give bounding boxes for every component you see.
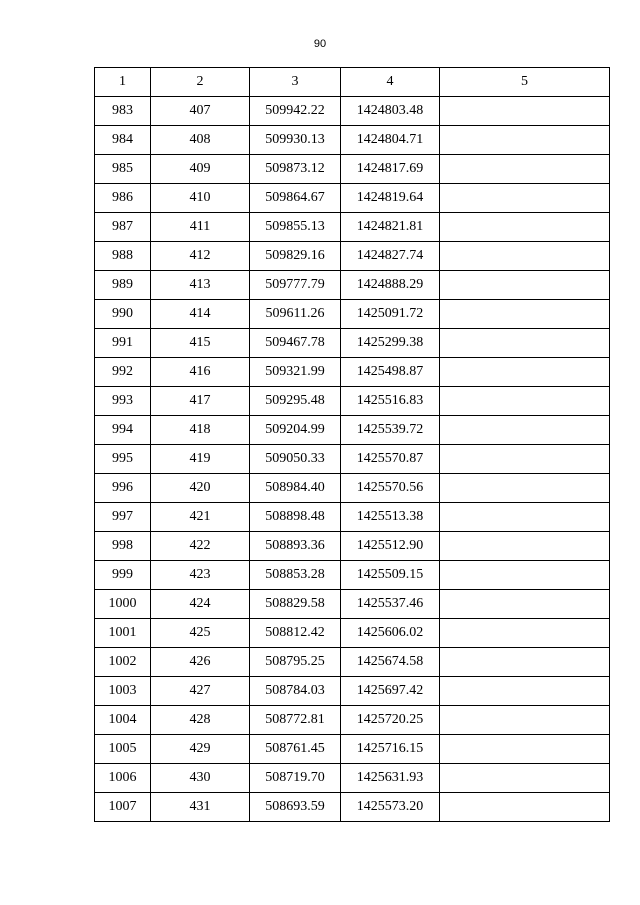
table-cell-col-5 bbox=[440, 416, 610, 445]
table-cell-col-4: 1425570.87 bbox=[341, 445, 440, 474]
table-cell-col-5 bbox=[440, 735, 610, 764]
table-cell-col-3: 508893.36 bbox=[250, 532, 341, 561]
table-cell-col-3: 509295.48 bbox=[250, 387, 341, 416]
table-cell-col-4: 1424804.71 bbox=[341, 126, 440, 155]
column-header-4: 4 bbox=[341, 68, 440, 97]
table-cell-col-3: 508719.70 bbox=[250, 764, 341, 793]
table-cell-col-4: 1425606.02 bbox=[341, 619, 440, 648]
table-cell-col-1: 1007 bbox=[95, 793, 151, 822]
table-cell-col-5 bbox=[440, 648, 610, 677]
table-cell-col-5 bbox=[440, 242, 610, 271]
table-cell-col-4: 1424819.64 bbox=[341, 184, 440, 213]
table-cell-col-3: 509777.79 bbox=[250, 271, 341, 300]
column-header-5: 5 bbox=[440, 68, 610, 97]
table-cell-col-3: 508829.58 bbox=[250, 590, 341, 619]
table-cell-col-1: 993 bbox=[95, 387, 151, 416]
table-row bbox=[95, 619, 610, 648]
table-cell-col-5 bbox=[440, 532, 610, 561]
table-cell-col-5 bbox=[440, 184, 610, 213]
table-row bbox=[95, 648, 610, 677]
table-row bbox=[95, 793, 610, 822]
table-cell-col-1: 985 bbox=[95, 155, 151, 184]
table-cell-col-1: 1000 bbox=[95, 590, 151, 619]
table-cell-col-2: 420 bbox=[151, 474, 250, 503]
table-row bbox=[95, 503, 610, 532]
table-row bbox=[95, 387, 610, 416]
table-cell-col-1: 992 bbox=[95, 358, 151, 387]
table-cell-col-5 bbox=[440, 126, 610, 155]
table-cell-col-5 bbox=[440, 445, 610, 474]
table-cell-col-1: 996 bbox=[95, 474, 151, 503]
table-cell-col-5 bbox=[440, 619, 610, 648]
table-cell-col-3: 508761.45 bbox=[250, 735, 341, 764]
table-cell-col-1: 989 bbox=[95, 271, 151, 300]
table-cell-col-2: 426 bbox=[151, 648, 250, 677]
table-cell-col-1: 988 bbox=[95, 242, 151, 271]
column-header-3: 3 bbox=[250, 68, 341, 97]
table-cell-col-3: 508693.59 bbox=[250, 793, 341, 822]
table-cell-col-5 bbox=[440, 474, 610, 503]
table-cell-col-3: 509864.67 bbox=[250, 184, 341, 213]
table-row bbox=[95, 242, 610, 271]
table-row bbox=[95, 532, 610, 561]
table-cell-col-5 bbox=[440, 213, 610, 242]
table-cell-col-4: 1425674.58 bbox=[341, 648, 440, 677]
table-cell-col-4: 1425631.93 bbox=[341, 764, 440, 793]
table-cell-col-5 bbox=[440, 155, 610, 184]
table-cell-col-2: 407 bbox=[151, 97, 250, 126]
table-cell-col-1: 1003 bbox=[95, 677, 151, 706]
table-row bbox=[95, 213, 610, 242]
table-cell-col-5 bbox=[440, 561, 610, 590]
table-row bbox=[95, 474, 610, 503]
table-row bbox=[95, 590, 610, 619]
table-cell-col-2: 427 bbox=[151, 677, 250, 706]
table-cell-col-2: 412 bbox=[151, 242, 250, 271]
table-row bbox=[95, 97, 610, 126]
table-cell-col-1: 997 bbox=[95, 503, 151, 532]
table-cell-col-4: 1425512.90 bbox=[341, 532, 440, 561]
table-cell-col-2: 424 bbox=[151, 590, 250, 619]
table-cell-col-3: 509321.99 bbox=[250, 358, 341, 387]
table-cell-col-1: 983 bbox=[95, 97, 151, 126]
table-row bbox=[95, 445, 610, 474]
table-cell-col-5 bbox=[440, 97, 610, 126]
table-cell-col-2: 421 bbox=[151, 503, 250, 532]
table-cell-col-4: 1424803.48 bbox=[341, 97, 440, 126]
table-cell-col-3: 509829.16 bbox=[250, 242, 341, 271]
table-cell-col-5 bbox=[440, 590, 610, 619]
table-cell-col-1: 994 bbox=[95, 416, 151, 445]
table-row bbox=[95, 735, 610, 764]
table-cell-col-5 bbox=[440, 358, 610, 387]
table-header-row bbox=[95, 68, 610, 97]
table-row bbox=[95, 126, 610, 155]
table-cell-col-4: 1425299.38 bbox=[341, 329, 440, 358]
table-cell-col-2: 408 bbox=[151, 126, 250, 155]
table-cell-col-3: 508784.03 bbox=[250, 677, 341, 706]
table-cell-col-2: 429 bbox=[151, 735, 250, 764]
table-cell-col-5 bbox=[440, 329, 610, 358]
table-cell-col-2: 414 bbox=[151, 300, 250, 329]
table-cell-col-4: 1425509.15 bbox=[341, 561, 440, 590]
table-row bbox=[95, 677, 610, 706]
table-cell-col-2: 409 bbox=[151, 155, 250, 184]
table-cell-col-1: 990 bbox=[95, 300, 151, 329]
table-cell-col-2: 423 bbox=[151, 561, 250, 590]
table-cell-col-4: 1425498.87 bbox=[341, 358, 440, 387]
table-body bbox=[95, 97, 610, 822]
table-cell-col-1: 1005 bbox=[95, 735, 151, 764]
table-cell-col-2: 416 bbox=[151, 358, 250, 387]
table-cell-col-2: 417 bbox=[151, 387, 250, 416]
table-cell-col-5 bbox=[440, 764, 610, 793]
table-cell-col-5 bbox=[440, 300, 610, 329]
table-cell-col-2: 422 bbox=[151, 532, 250, 561]
table-cell-col-3: 508812.42 bbox=[250, 619, 341, 648]
table-cell-col-5 bbox=[440, 793, 610, 822]
table-cell-col-3: 508795.25 bbox=[250, 648, 341, 677]
table-cell-col-4: 1424888.29 bbox=[341, 271, 440, 300]
table-row bbox=[95, 764, 610, 793]
table-cell-col-4: 1425697.42 bbox=[341, 677, 440, 706]
table-cell-col-1: 991 bbox=[95, 329, 151, 358]
table-cell-col-1: 986 bbox=[95, 184, 151, 213]
table-cell-col-2: 428 bbox=[151, 706, 250, 735]
table-cell-col-4: 1425539.72 bbox=[341, 416, 440, 445]
table-row bbox=[95, 271, 610, 300]
table-cell-col-1: 999 bbox=[95, 561, 151, 590]
table-cell-col-2: 413 bbox=[151, 271, 250, 300]
table-row bbox=[95, 358, 610, 387]
table-cell-col-4: 1425716.15 bbox=[341, 735, 440, 764]
table-cell-col-5 bbox=[440, 271, 610, 300]
table-cell-col-1: 995 bbox=[95, 445, 151, 474]
table-cell-col-1: 987 bbox=[95, 213, 151, 242]
table-cell-col-3: 509204.99 bbox=[250, 416, 341, 445]
table-cell-col-3: 509611.26 bbox=[250, 300, 341, 329]
table-cell-col-5 bbox=[440, 387, 610, 416]
table-cell-col-2: 411 bbox=[151, 213, 250, 242]
coordinates-table bbox=[94, 67, 610, 822]
table-cell-col-5 bbox=[440, 677, 610, 706]
table-cell-col-3: 509930.13 bbox=[250, 126, 341, 155]
table-cell-col-4: 1425091.72 bbox=[341, 300, 440, 329]
table-cell-col-2: 415 bbox=[151, 329, 250, 358]
table-cell-col-3: 508984.40 bbox=[250, 474, 341, 503]
table-row bbox=[95, 155, 610, 184]
table-row bbox=[95, 300, 610, 329]
table-cell-col-3: 508853.28 bbox=[250, 561, 341, 590]
table-row bbox=[95, 329, 610, 358]
table-cell-col-5 bbox=[440, 706, 610, 735]
table-cell-col-1: 998 bbox=[95, 532, 151, 561]
table-cell-col-1: 1001 bbox=[95, 619, 151, 648]
table-cell-col-2: 418 bbox=[151, 416, 250, 445]
table-cell-col-4: 1424827.74 bbox=[341, 242, 440, 271]
table-row bbox=[95, 416, 610, 445]
table-cell-col-2: 425 bbox=[151, 619, 250, 648]
table-cell-col-4: 1425513.38 bbox=[341, 503, 440, 532]
table-cell-col-4: 1424821.81 bbox=[341, 213, 440, 242]
table-row bbox=[95, 561, 610, 590]
table-cell-col-4: 1425573.20 bbox=[341, 793, 440, 822]
table-cell-col-3: 509467.78 bbox=[250, 329, 341, 358]
table-row bbox=[95, 184, 610, 213]
table-cell-col-2: 410 bbox=[151, 184, 250, 213]
table-cell-col-4: 1425516.83 bbox=[341, 387, 440, 416]
table-cell-col-2: 430 bbox=[151, 764, 250, 793]
table-cell-col-2: 419 bbox=[151, 445, 250, 474]
table-cell-col-1: 984 bbox=[95, 126, 151, 155]
table-cell-col-5 bbox=[440, 503, 610, 532]
table-cell-col-3: 509050.33 bbox=[250, 445, 341, 474]
page-number: 90 bbox=[313, 38, 327, 50]
table-cell-col-3: 509855.13 bbox=[250, 213, 341, 242]
table-cell-col-4: 1425570.56 bbox=[341, 474, 440, 503]
table-cell-col-3: 508772.81 bbox=[250, 706, 341, 735]
table-row bbox=[95, 706, 610, 735]
table-cell-col-3: 509873.12 bbox=[250, 155, 341, 184]
column-header-2: 2 bbox=[151, 68, 250, 97]
table-cell-col-2: 431 bbox=[151, 793, 250, 822]
column-header-1: 1 bbox=[95, 68, 151, 97]
table-cell-col-4: 1424817.69 bbox=[341, 155, 440, 184]
table-cell-col-4: 1425720.25 bbox=[341, 706, 440, 735]
table-cell-col-1: 1004 bbox=[95, 706, 151, 735]
table-cell-col-4: 1425537.46 bbox=[341, 590, 440, 619]
table-cell-col-1: 1006 bbox=[95, 764, 151, 793]
table-cell-col-3: 508898.48 bbox=[250, 503, 341, 532]
table-cell-col-1: 1002 bbox=[95, 648, 151, 677]
table-cell-col-3: 509942.22 bbox=[250, 97, 341, 126]
